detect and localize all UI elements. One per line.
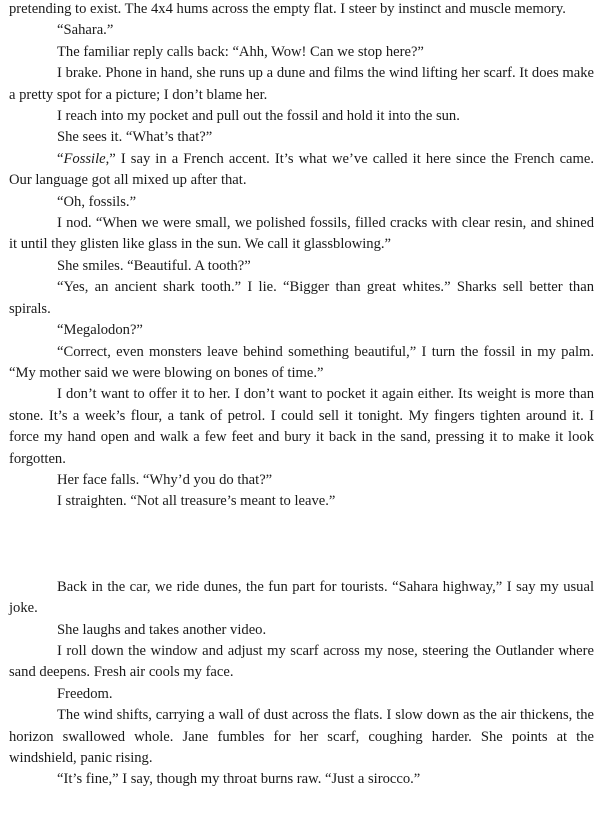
italic-word: Fossile [63, 150, 106, 167]
paragraph: I don’t want to offer it to her. I don’t want to pocket it again either. Its weight is more than stone. It’s a week’s flour, a tank of petrol. I could sell it tonight. My fingers tighten around it. I force my hand open and walk a few feet and bury it back in the sand, pressing it to make it look forgotten. [9, 386, 594, 467]
paragraph: “Oh, fossils.” [57, 193, 137, 210]
paragraph: Back in the car, we ride dunes, the fun part for tourists. “Sahara highway,” I say my usual joke. [9, 578, 594, 617]
body-text [9, 0, 594, 791]
paragraph: I reach into my pocket and pull out the fossil and hold it into the sun. [57, 108, 460, 125]
paragraph: pretending to exist. The 4x4 hums across the empty flat. I steer by instinct and muscle memory. [9, 1, 566, 17]
paragraph-rest: ,” I say in a French accent. It’s what we’ve called it here since the French came. Our language got all mixed up after that. [9, 150, 594, 189]
paragraph-fossile [9, 149, 594, 192]
open-quote: “ [57, 150, 64, 167]
paragraph: The familiar reply calls back: “Ahh, Wow! Can we stop here?” [57, 43, 424, 60]
paragraph: “Yes, an ancient shark tooth.” I lie. “Bigger than great whites.” Sharks sell better than spirals. [9, 279, 594, 317]
paragraph: “Sahara.” [57, 22, 114, 39]
paragraph: I brake. Phone in hand, she runs up a dune and films the wind lifting her scarf. It does make a pretty spot for a picture; I don’t blame her. [9, 65, 594, 103]
paragraph: “Correct, even monsters leave behind something beautiful,” I turn the fossil in my palm. “My mother said we were blowing on bones of time.” [9, 343, 594, 381]
section-break [9, 513, 594, 577]
paragraph: She laughs and takes another video. [57, 621, 267, 638]
paragraph: I straighten. “Not all treasure’s meant to leave.” [57, 493, 336, 510]
paragraph: Her face falls. “Why’d you do that?” [57, 471, 273, 488]
paragraph: “It’s fine,” I say, though my throat burns raw. “Just a sirocco.” [57, 771, 421, 788]
paragraph: She smiles. “Beautiful. A tooth?” [57, 257, 251, 274]
paragraph: Freedom. [57, 685, 113, 702]
paragraph: “Megalodon?” [57, 322, 143, 339]
paragraph: The wind shifts, carrying a wall of dust across the flats. I slow down as the air thickens, the horizon swallowed whole. Jane fumbles for her scarf, coughing harder. She points at the windshield, panic rising. [9, 707, 594, 766]
paragraph: She sees it. “What’s that?” [57, 129, 213, 146]
paragraph: I roll down the window and adjust my scarf across my nose, steering the Outlander where sand deepens. Fresh air cools my face. [9, 642, 594, 681]
paragraph: I nod. “When we were small, we polished fossils, filled cracks with clear resin, and shined it until they glisten like glass in the sun. We call it glassblowing.” [9, 215, 594, 253]
